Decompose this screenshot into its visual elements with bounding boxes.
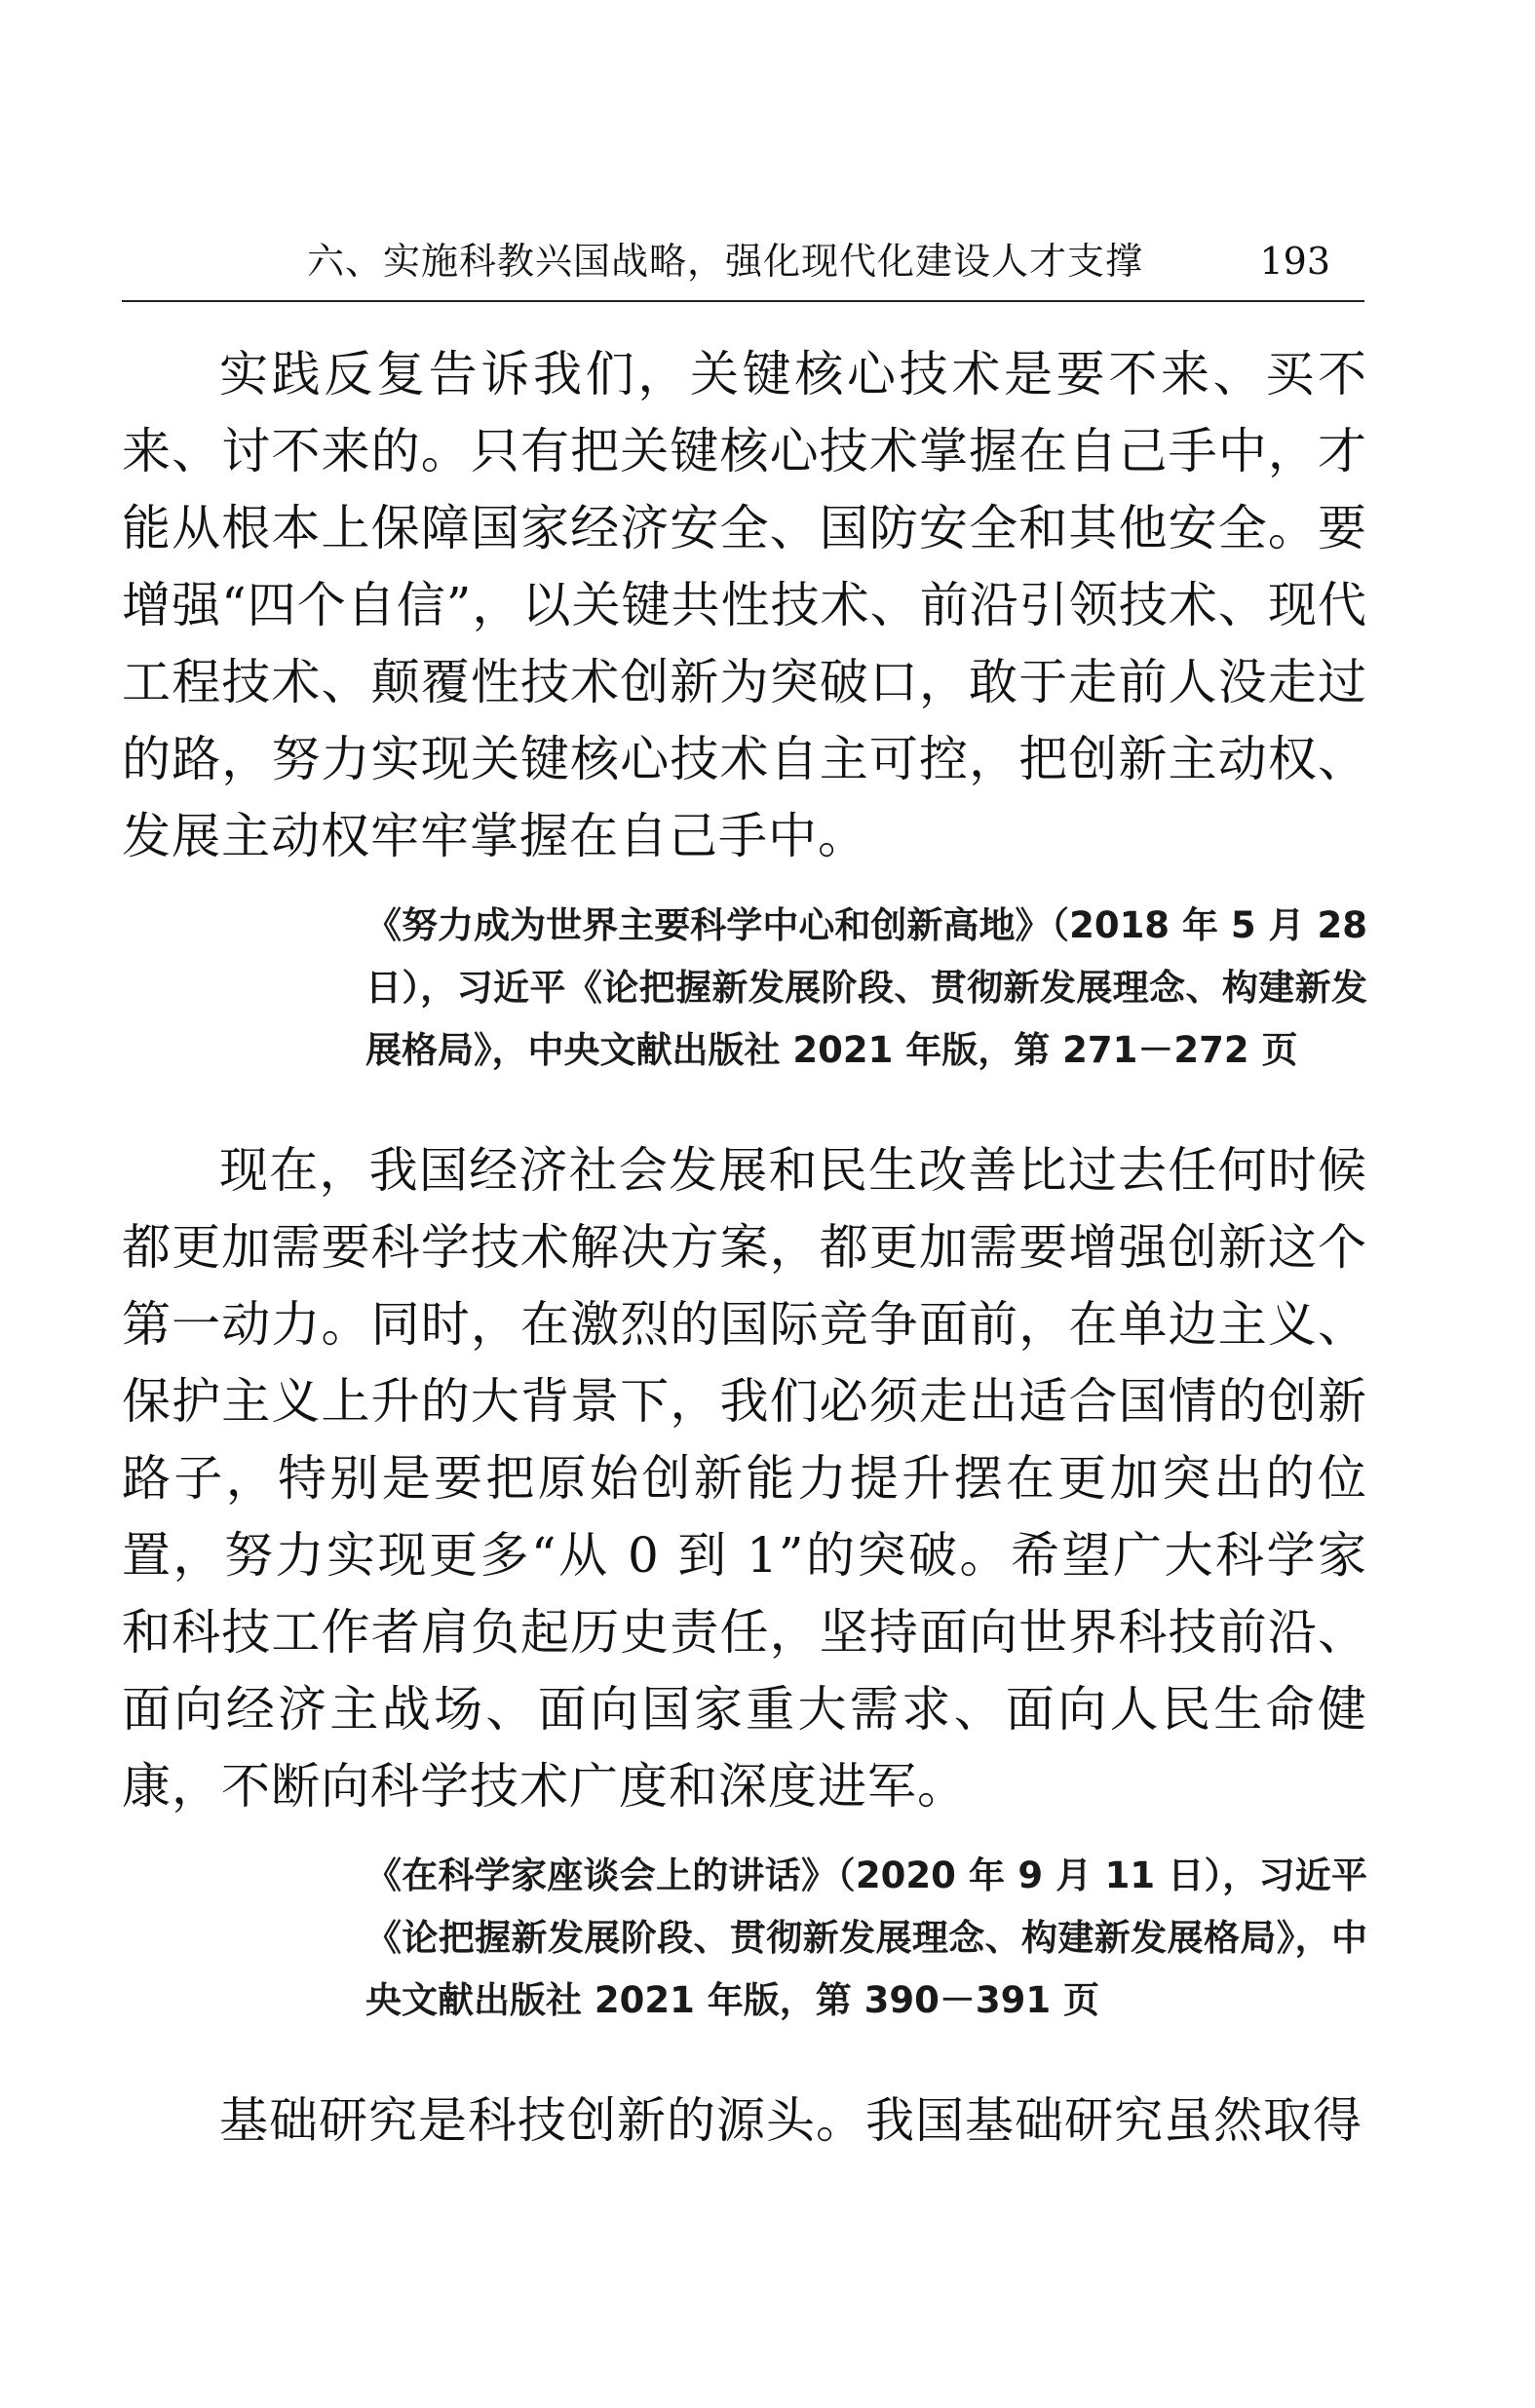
spacer xyxy=(122,2032,1367,2083)
source-citation-2: 《在科学家座谈会上的讲话》（2020 年 9 月 11 日），习近平《论把握新发展阶段、贯彻新发展理念、构建新发展格局》，中央文献出版社 2021 年版，第 390－391 页 xyxy=(365,1854,1367,2021)
chapter-title: 六、实施科教兴国战略，强化现代化建设人才支撑 xyxy=(307,240,1144,283)
source-citation-1: 《努力成为世界主要科学中心和创新高地》（2018 年 5 月 28 日），习近平《论把握新发展阶段、贯彻新发展理念、构建新发展格局》，中央文献出版社 2021 年版，第 271－272 页 xyxy=(365,904,1367,1071)
page-number: 193 xyxy=(1259,240,1330,283)
page-header xyxy=(122,232,1364,302)
paragraph-1: 实践反复告诉我们，关键核心技术是要不来、买不来、讨不来的。只有把关键核心技术掌握在自己手中，才能从根本上保障国家经济安全、国防安全和其他安全。要增强“四个自信”，以关键共性技术、前沿引领技术、现代工程技术、颠覆性技术创新为突破口，敢于走前人没走过的路，努力实现关键核心技术自主可控，把创新主动权、发展主动权牢牢掌握在自己手中。 xyxy=(122,346,1367,864)
paragraph-2: 现在，我国经济社会发展和民生改善比过去任何时候都更加需要科学技术解决方案，都更加需要增强创新这个第一动力。同时，在激烈的国际竞争面前，在单边主义、保护主义上升的大背景下，我们必须走出适合国情的创新路子，特别是要把原始创新能力提升摆在更加突出的位置，努力实现更多“从 0 到 1”的突破。希望广大科学家和科技工作者肩负起历史责任，坚持面向世界科技前沿、面向经济主战场、面向国家重大需求、面向人民生命健康，不断向科学技术广度和深度进军。 xyxy=(122,1142,1367,1815)
spacer xyxy=(122,1082,1367,1132)
page-body xyxy=(122,336,1367,2160)
paragraph-3: 基础研究是科技创新的源头。我国基础研究虽然取得 xyxy=(219,2092,1362,2149)
